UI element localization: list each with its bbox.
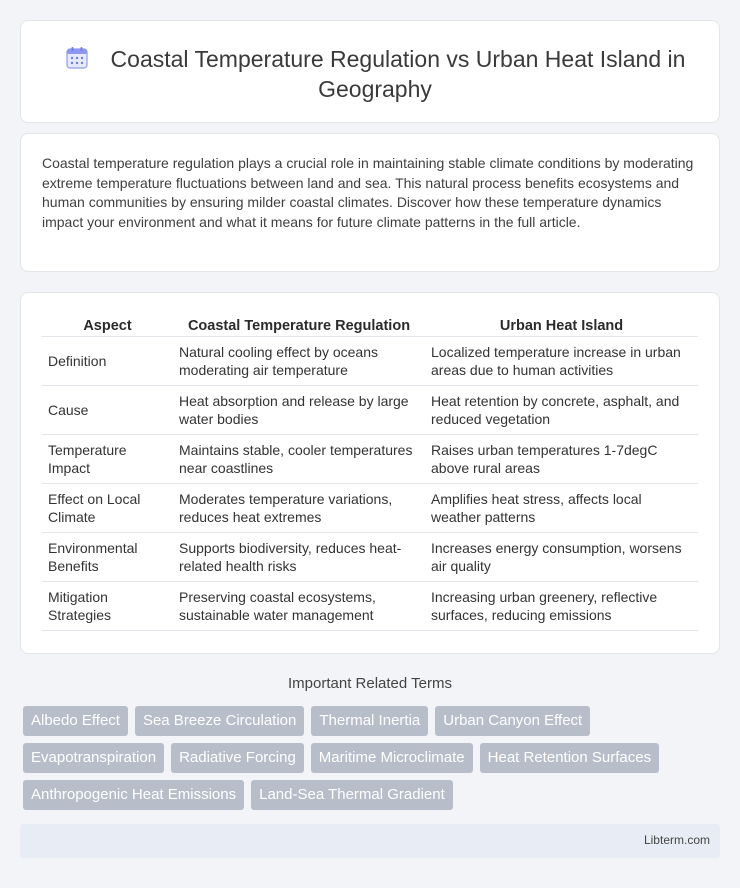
header-coastal: Coastal Temperature Regulation	[173, 315, 425, 337]
table-row	[42, 533, 698, 582]
tag-row	[23, 743, 723, 780]
header-aspect: Aspect	[42, 315, 173, 337]
tag-land-sea-thermal-gradient[interactable]: Land-Sea Thermal Gradient	[251, 780, 453, 810]
title-card	[20, 20, 720, 123]
table-header-row	[42, 315, 698, 337]
tag-urban-canyon-effect[interactable]: Urban Canyon Effect	[435, 706, 590, 736]
table-cell-aspect: Environmental Benefits	[42, 533, 173, 582]
table-cell-urban: Increasing urban greenery, reflective surfaces, reducing emissions	[425, 582, 698, 631]
tag-heat-retention-surfaces[interactable]: Heat Retention Surfaces	[480, 743, 659, 773]
tag-albedo-effect[interactable]: Albedo Effect	[23, 706, 128, 736]
table-row	[42, 337, 698, 386]
table-row	[42, 435, 698, 484]
table-cell-aspect: Effect on Local Climate	[42, 484, 173, 533]
calendar-icon	[65, 46, 89, 70]
table-cell-urban: Heat retention by concrete, asphalt, and reduced vegetation	[425, 386, 698, 435]
table-row	[42, 484, 698, 533]
tag-sea-breeze-circulation[interactable]: Sea Breeze Circulation	[135, 706, 304, 736]
tag-maritime-microclimate[interactable]: Maritime Microclimate	[311, 743, 473, 773]
tag-thermal-inertia[interactable]: Thermal Inertia	[311, 706, 428, 736]
comparison-table-card	[20, 292, 720, 654]
table-cell-urban: Amplifies heat stress, affects local weather patterns	[425, 484, 698, 533]
table-cell-coastal: Moderates temperature variations, reduces heat extremes	[173, 484, 425, 533]
table-row	[42, 386, 698, 435]
related-terms-heading: Important Related Terms	[288, 675, 452, 692]
footer-brand[interactable]: Libterm.com	[643, 833, 710, 847]
table-cell-aspect: Definition	[42, 337, 173, 386]
tag-anthropogenic-heat-emissions[interactable]: Anthropogenic Heat Emissions	[23, 780, 244, 810]
table-cell-coastal: Maintains stable, cooler temperatures near coastlines	[173, 435, 425, 484]
table-cell-aspect: Cause	[42, 386, 173, 435]
tag-row	[23, 706, 723, 743]
table-cell-coastal: Supports biodiversity, reduces heat-related health risks	[173, 533, 425, 582]
page-title-text: Coastal Temperature Regulation vs Urban Heat Island in Geography	[110, 46, 686, 102]
table-cell-coastal: Heat absorption and release by large water bodies	[173, 386, 425, 435]
tag-radiative-forcing[interactable]: Radiative Forcing	[171, 743, 304, 773]
page-title	[51, 44, 699, 104]
comparison-table	[42, 315, 698, 631]
table-row	[42, 582, 698, 631]
footer	[20, 824, 720, 858]
table-cell-coastal: Preserving coastal ecosystems, sustainable water management	[173, 582, 425, 631]
table-cell-urban: Localized temperature increase in urban areas due to human activities	[425, 337, 698, 386]
intro-card	[20, 133, 720, 272]
table-cell-urban: Raises urban temperatures 1-7degC above rural areas	[425, 435, 698, 484]
related-terms-list	[23, 706, 723, 817]
table-cell-urban: Increases energy consumption, worsens air quality	[425, 533, 698, 582]
table-cell-aspect: Mitigation Strategies	[42, 582, 173, 631]
header-urban: Urban Heat Island	[425, 315, 698, 337]
table-cell-coastal: Natural cooling effect by oceans moderating air temperature	[173, 337, 425, 386]
tag-row	[23, 780, 723, 817]
table-cell-aspect: Temperature Impact	[42, 435, 173, 484]
intro-paragraph: Coastal temperature regulation plays a crucial role in maintaining stable climate conditions by moderating extreme temperature fluctuations between land and sea. This natural process benefits ecosystems and human communities by ensuring milder coastal climates. Discover how these temperature dynamics impact your environment and what it means for future climate patterns in the full article.	[42, 155, 694, 230]
tag-evapotranspiration[interactable]: Evapotranspiration	[23, 743, 164, 773]
